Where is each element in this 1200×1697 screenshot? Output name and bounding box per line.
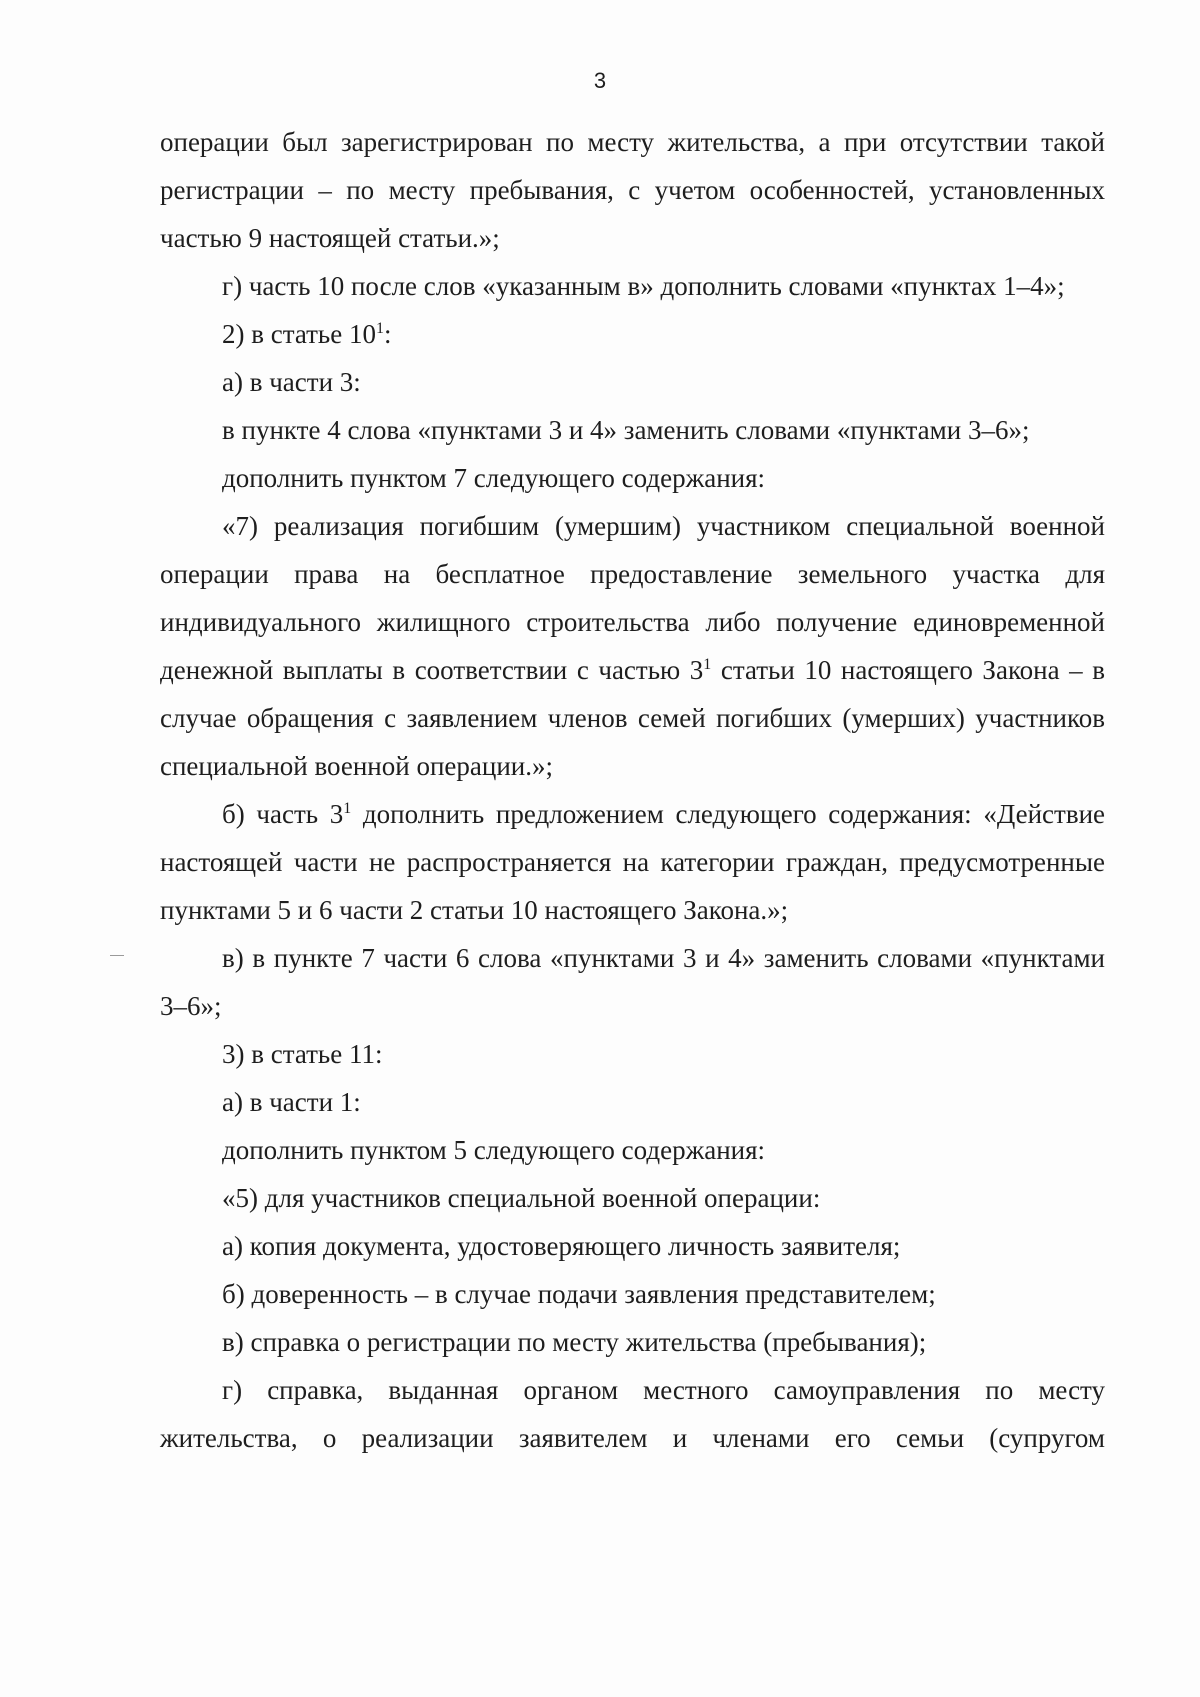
paragraph-14: а) копия документа, удостоверяющего личность заявителя; [222,1231,901,1261]
paragraph-9: в) в пункте 7 части 6 слова «пунктами 3 и 4» заменить словами «пунктами 3–6»; [160,943,1105,1021]
paragraph-6: дополнить пунктом 7 следующего содержания: [222,463,766,493]
paragraph-7: «7) реализация погибшим (умершим) участником специальной военной операции права на бесплатное предоставление земельного участка для индивидуального жилищного строительства либо получение единовременной денежной выплаты в соответствии с частью $3^1$ статьи 10 настоящего Закона – в случае обращения с заявлением членов семей погибших (умерших) участников специальной военной операции.»; [160,511,1105,781]
paragraph-15: б) доверенность – в случае подачи заявления представителем; [222,1279,936,1309]
paragraph-3: 2) в статье $10^1$: [222,319,392,349]
paragraph-12: дополнить пунктом 5 следующего содержания: [222,1135,766,1165]
paragraph-11: а) в части 1: [222,1087,361,1117]
paragraph-1: операции был зарегистрирован по месту жительства, а при отсутствии такой регистрации – по месту пребывания, с учетом особенностей, установленных частью 9 настоящей статьи.»; [160,127,1105,253]
paragraph-13: «5) для участников специальной военной операции: [222,1183,821,1213]
paragraph-17: г) справка, выданная органом местного самоуправления по месту жительства, о реализации заявителем и членами его семьи (супругом [160,1375,1105,1453]
paragraph-4: а) в части 3: [222,367,361,397]
page-number: 3 [593,68,607,93]
paragraph-16: в) справка о регистрации по месту жительства (пребывания); [222,1327,927,1357]
paragraph-5: в пункте 4 слова «пунктами 3 и 4» заменить словами «пунктами 3–6»; [222,415,1030,445]
document-body [160,118,1105,1462]
scan-mark [110,955,124,956]
paragraph-2: г) часть 10 после слов «указанным в» дополнить словами «пунктах 1–4»; [222,271,1065,301]
paragraph-8: б) часть $3^1$ дополнить предложением следующего содержания: «Действие настоящей части не распространяется на категории граждан, предусмотренные пунктами 5 и 6 части 2 статьи 10 настоящего Закона.»; [160,799,1106,925]
paragraph-10: 3) в статье 11: [222,1039,383,1069]
